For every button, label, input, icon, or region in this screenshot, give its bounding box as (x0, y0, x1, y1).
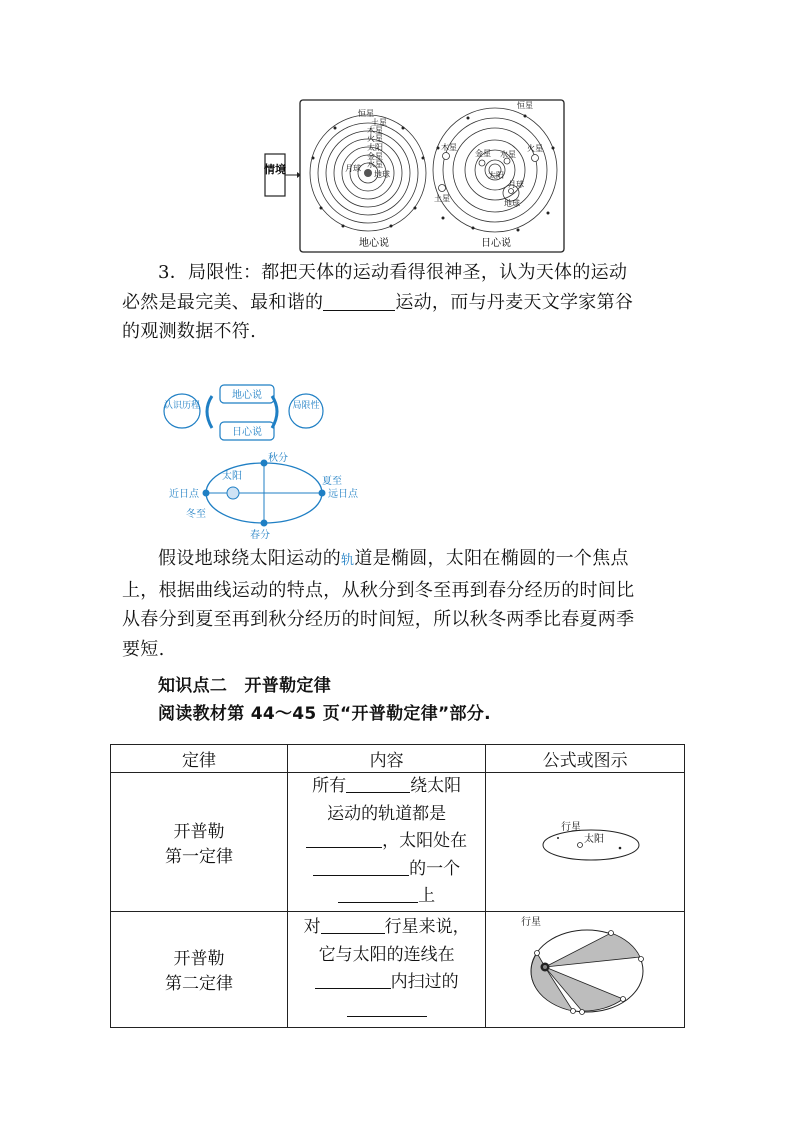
svg-text:行星: 行星 (561, 822, 582, 834)
law-2-content: 对 行星来说， 它与太阳的连线在 内扫过的 (288, 911, 486, 1027)
svg-text:日心说: 日心说 (232, 427, 262, 438)
limitation-line-2: 必然是最完美、最和谐的 运动，而与丹麦天文学家第谷 (122, 291, 634, 313)
kp2-reading: 阅读教材第 44～45 页“开普勒定律”部分. (158, 704, 491, 724)
svg-text:冬至: 冬至 (186, 509, 206, 520)
svg-text:行星: 行星 (521, 916, 542, 928)
svg-text:木星: 木星 (367, 126, 383, 135)
blank (346, 776, 410, 793)
blank (315, 972, 391, 989)
svg-text:太阳: 太阳 (584, 834, 605, 846)
geocentric-caption: 地心说 (359, 238, 389, 249)
equal-area-figure (515, 913, 655, 1021)
svg-text:金星: 金星 (475, 149, 491, 158)
law-1-content: 所有 绕太阳 运动的轨道都是 ，太阳处在 的一个 上 (288, 773, 486, 912)
svg-text:太阳: 太阳 (367, 143, 383, 152)
svg-text:恒星: 恒星 (517, 101, 533, 110)
mind-map (160, 382, 330, 452)
blank (338, 886, 418, 903)
orbit-paragraph (122, 544, 682, 664)
svg-text:金星: 金星 (367, 152, 383, 161)
svg-text:夏至: 夏至 (322, 476, 342, 487)
svg-text:认识历程: 认识历程 (163, 401, 201, 411)
limitation-line-1: 3．局限性：都把天体的运动看得很神圣，认为天体的运动 (158, 262, 628, 283)
law-2-figure (486, 911, 685, 1027)
header-figure: 公式或图示 (486, 745, 685, 773)
svg-text:水星: 水星 (500, 150, 516, 159)
sun-dot (227, 487, 239, 499)
svg-text:恒星: 恒星 (358, 109, 374, 118)
orbit-line-4: 要短. (122, 638, 165, 660)
svg-text:近日点: 近日点 (169, 489, 199, 500)
svg-text:月球: 月球 (345, 164, 361, 173)
blank (306, 831, 382, 848)
svg-text:火星: 火星 (367, 134, 383, 143)
limitation-line-3: 的观测数据不符. (122, 321, 257, 342)
kp2-title: 知识点二 开普勒定律 (158, 676, 331, 696)
svg-text:春分: 春分 (250, 530, 270, 540)
svg-text:秋分: 秋分 (268, 453, 288, 464)
orbit-line-2: 上，根据曲线运动的特点，从秋分到冬至再到春分经历的时间比 (122, 579, 635, 601)
svg-text:土星: 土星 (434, 194, 450, 203)
kepler-table (110, 744, 685, 1028)
law-2-name: 开普勒 第二定律 (111, 911, 288, 1027)
svg-text:月球: 月球 (508, 180, 524, 189)
svg-text:水星: 水星 (367, 160, 383, 169)
law-1-name: 开普勒 第一定律 (111, 773, 288, 912)
orbit-sketch (162, 452, 367, 540)
law-1-figure (486, 773, 685, 912)
figure-models (263, 98, 566, 254)
svg-text:太阳: 太阳 (222, 471, 242, 482)
ellipse-orbit-figure (525, 809, 645, 869)
models-diagram (263, 98, 566, 254)
heliocentric-caption: 日心说 (481, 238, 511, 249)
svg-text:地心说: 地心说 (232, 390, 262, 401)
svg-text:木星: 木星 (441, 143, 457, 152)
blank (321, 917, 385, 934)
mind-map-left-node (164, 394, 200, 428)
svg-text:地球: 地球 (504, 199, 520, 208)
svg-text:土星: 土星 (371, 118, 387, 127)
header-law: 定律 (111, 745, 288, 773)
svg-text:太阳: 太阳 (488, 171, 504, 180)
svg-text:地球: 地球 (374, 170, 390, 179)
mind-map-right-node (289, 394, 323, 428)
limitation-paragraph (122, 258, 682, 347)
side-label-top: 情境 (264, 163, 286, 176)
blank (313, 859, 409, 876)
blank (347, 1000, 427, 1017)
orbit-line-3: 从春分到夏至再到秋分经历的时间短，所以秋冬两季比春夏两季 (122, 609, 635, 630)
header-content: 内容 (288, 745, 486, 773)
blank (323, 292, 395, 311)
orbit-line-1: 假设地球绕太阳运动的轨道是椭圆，太阳在椭圆的一个焦点 (158, 548, 629, 569)
svg-text:局限性: 局限性 (292, 401, 320, 411)
svg-text:火星: 火星 (527, 144, 543, 153)
svg-text:远日点: 远日点 (328, 489, 358, 500)
